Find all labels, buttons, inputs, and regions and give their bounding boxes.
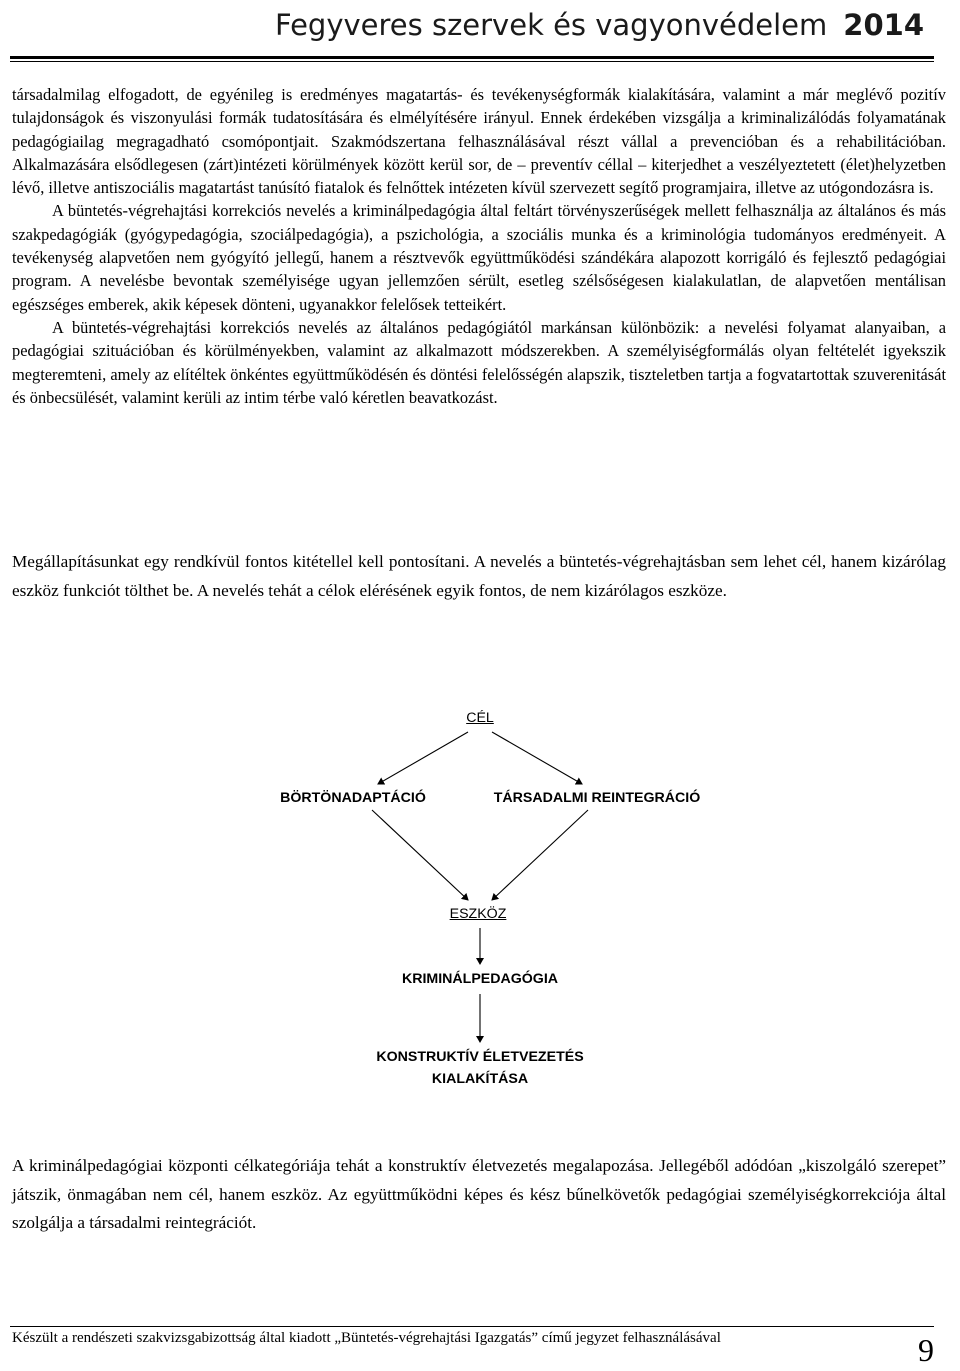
paragraph-difference: A büntetés-végrehajtási korrekciós nevelés az általános pedagógiától markánsan különbözik: a nevelési folyamat alanyaiban, a pedagógiai szituációban és körülményekben, valamint az alkalmazott módszerekben. A személyiségformálás olyan feltételét igyekszik megteremteni, amely az elítéltek önkéntes együttműködésén és döntési felelősségén alapszik, tiszteletben tartja a fogvatartottak szuverenitását és önbecsülését, valamint kerüli az intim térbe való kéretlen beavatkozást. — [12, 317, 946, 407]
label-eszkoz: ESZKÖZ — [449, 906, 507, 922]
diagram-arrows — [0, 700, 960, 1100]
paragraph-conclusion: A kriminálpedagógiai központi célkategóriája tehát a konstruktív életvezetés megalapozása. Jellegéből adódóan „kiszolgáló szerepet” játszik, önmagában nem cél, hanem eszköz. Az együttműködni képes és kész bűnelkövetők pedagógiai személyiségkorrekciója által szolgálja a társadalmi reintegrációt. — [12, 1156, 946, 1233]
header-rule-thin — [10, 61, 934, 62]
body-text-block1 — [12, 83, 946, 409]
footer-rule — [10, 1326, 934, 1327]
header-rule-thick — [10, 56, 934, 59]
paragraph-continuation: társadalmilag elfogadott, de egyénileg is eredményes magatartás- és tevékenységformák kialakítására, valamint a már meglévő pozitív tulajdonságok és viszonyulási formák tudatosítására és elmélyítésére irányul. Ennek érdekében vizsgálja a kriminalizálódás folyamatának pedagógiailag megragadható csomópontjait. Szakmódszertana felhasználásával részt vállal a prevencióban és a rehabilitációban. Alkalmazására elsődlegesen (zárt)intézeti körülmények között kerül sor, de – preventív céllal – kiterjedhet a veszélyeztetett (élet)helyzetben lévő, illetve antiszociális magatartást tanúsító fiatalok és felnőttek intézeten kívül szervezett segítő programjaira, illetve az utógondozásra is. — [12, 85, 946, 198]
label-konstruktiv-line1: KONSTRUKTÍV ÉLETVEZETÉS — [376, 1049, 584, 1065]
header-title-text: Fegyveres szervek és vagyonvédelem — [275, 8, 828, 42]
body-text-block2 — [12, 548, 946, 605]
body-text-block3 — [12, 1152, 946, 1238]
label-cel: CÉL — [466, 710, 494, 726]
page-number: 9 — [918, 1332, 934, 1368]
page-header — [0, 0, 960, 60]
arrow-left-eszkoz — [372, 810, 468, 900]
arrow-cel-left — [378, 732, 468, 784]
footer-source-note: Készült a rendészeti szakvizsgabizottság által kiadott „Büntetés-végrehajtási Igazgatás” című jegyzet felhasználásával — [12, 1330, 721, 1346]
header-year: 2014 — [843, 8, 924, 42]
label-tarsadalmi-reintegracio: TÁRSADALMI REINTEGRÁCIÓ — [493, 790, 701, 806]
label-kriminalpedagogia: KRIMINÁLPEDAGÓGIA — [401, 971, 559, 987]
paragraph-correction-education: A büntetés-végrehajtási korrekciós nevelés a kriminálpedagógia által feltárt törvényszerűségek mellett felhasználja az általános és más szakpedagógiák (gyógypedagógia, szociálpedagógia), a pszichológia, a szociális munka és a kriminológia tudományos eredményeit. A tevékenység alapvetően nem gyógyító jellegű, hanem a résztvevők együttműködési szándékára alapozott korrigáló és fejlesztő pedagógiai program. A nevelésbe bevontak személyisége ugyan jellemzően sérült, esetleg szélsőségesen kialakulatlan, de alapvetően mentálisan egészséges emberek, akik képesek dönteni, ugyanakkor felelősek tetteikért. — [12, 201, 946, 314]
arrow-cel-right — [492, 732, 582, 784]
label-konstruktiv-line2: KIALAKÍTÁSA — [431, 1071, 529, 1087]
paragraph-statement: Megállapításunkat egy rendkívül fontos kitétellel kell pontosítani. A nevelés a büntetés-végrehajtásban sem lehet cél, hanem kizárólag eszköz funkciót tölthet be. A nevelés tehát a célok elérésének egyik fontos, de nem kizárólagos eszköze. — [12, 552, 946, 600]
goal-diagram — [0, 700, 960, 1100]
label-bortonadaptacio: BÖRTÖNADAPTÁCIÓ — [280, 790, 426, 806]
arrow-right-eszkoz — [492, 810, 588, 900]
header-title — [275, 8, 924, 42]
